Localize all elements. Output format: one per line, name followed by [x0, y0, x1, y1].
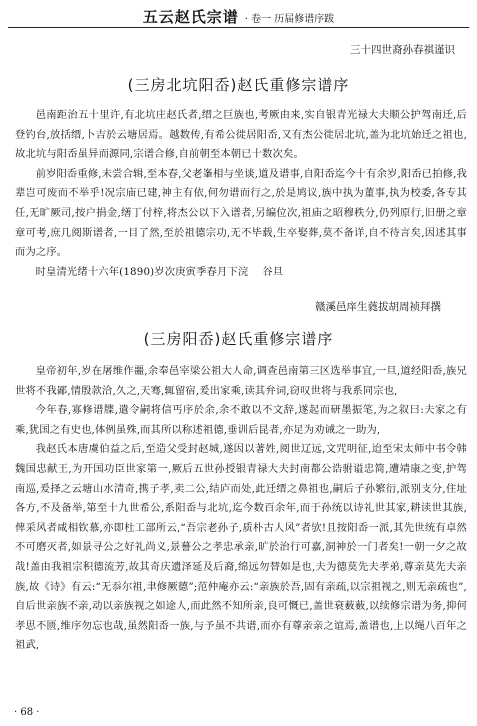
page-header: [0, 0, 477, 30]
header-title: [143, 6, 335, 27]
paragraph: 前岁阳岙重修,未尝合辑,至本春,父老峯相与坐谈,道及谱事,自阳岙迄今十有余岁,阳岙已拍修,我辈岂可废而不举乎!况宗庙已建,神主有依,何勿谱而行之,於是鸠议,族中执为董事,执为校委,各专其任,无旷厥司,按户捐金,缮丁付梓,将杰公以下入谱者,另编位次,祖庙之昭穆秩分,仍列原行,旧册之章章可考,庶几阅斯谱者,一目了然,至於祖德宗功,无不毕载,生卒娶葬,莫不备详,自不待言矣,因述其事而为之序。: [15, 167, 467, 259]
header-rule: [8, 27, 469, 28]
genealogy-title: 五云赵氏宗谱: [142, 8, 239, 26]
signature: 赣溪邑庠生蕤拔胡周祯拜撰: [315, 301, 441, 313]
section-body-beikeng: [15, 106, 467, 282]
page-number: · 68 ·: [14, 707, 40, 718]
date-line: [15, 263, 467, 283]
paragraph: 皇帝初年,岁在屠维作噩,余奉邑宰梁公祖大人命,调查邑南第三区选举事宜,一旦,道经阳岙,族兄世将不我鄙,情殷款洽,久之,天骞,辄留宿,爰出家乘,读其弁词,窃叹世将与我系同宗也,: [15, 365, 467, 397]
date-text: 时皇清光绪十六年(1890)岁次庚寅季春月下浣: [35, 265, 249, 278]
date-place: 谷旦: [262, 265, 284, 278]
section-title-beikeng: (三房北坑阳岙)赵氏重修宗谱序: [127, 76, 350, 94]
section-title-yangao: (三房阳岙)赵氏重修宗谱序: [143, 330, 334, 348]
paragraph: 邑南距治五十里许,有北坑庄赵氏者,缙之巨族也,考厥由来,实自银青光禄大夫顺公护驾南迁,后登钓台,放括缙,卜吉於云塘居焉。越数传,有希公徙居阳岙,又有杰公徙居北坑,盖为北坑始迁之祖也,故北坑与阳岙虽异而源同,宗谱合修,自前朝至本朝已十数次矣。: [15, 109, 467, 161]
section-body-yangao: [15, 362, 467, 656]
author-line: 三十四世裔孙春祺谨识: [350, 44, 455, 56]
header-subtitle: · 卷一 历届修谱序跋: [244, 14, 335, 25]
paragraph: 我赵氏本唐虞伯益之后,至造父受封赵城,遂因以著姓,阅世辽远,文咒明征,迨至宋太师中书令韩魏国忠献王,为开国功臣世家第一,厥后五世孙授银青禄大夫封南都公诰驸谥忠简,遭靖康之变,护驾南巡,爰择之云塘山水清奇,携子孝,卖二公,结庐而处,此迁缙之鼻祖也,嗣后子孙繁衍,派别支分,住址各方,不及备举,第至十九世希公,系阳岙与北坑,迄今数百余年,而于孙统以诗礼世其家,耕读世其族,俾采风者咸相钦慕,亦即杜工部所云,“吾宗老孙子,质朴古人风”者欤!且按阳岙一派,其先世统有卓然不可磨灭者,如景寻公之好礼尚义,景謩公之孝忠承亲,旷於治行可嘉,洞神於一门者矣!一朝一夕之故哉!盖由我祖宗积德流芳,故其奇庆遗泽延及后裔,绵远勿替如是也,夫为德莫先夫孝弟,尊亲莫先夫亲族,故《诗》有云:“无忝尔祖,聿修厥德”;范仲庵亦云:“亲族於吾,固有亲疏,以宗祖视之,则无亲疏也”,自后世亲族不亲,动以亲族视之如途人,而此然不知所亲,良可慨已,盖世衰薮薮,以续修宗谱为务,抑何孝思不匮,维序勿忘也哉,虽然阳岙一族,与予虽不共谱,而亦有尊亲亲之谊焉,盖谱也,上以绳八百年之祖武,: [15, 443, 467, 652]
paragraph: 今年春,寡修谱牒,遣令嗣将信丐序於余,余不敢以不文辞,遂起而研墨振笔,为之叙曰:夫家之有乘,犹国之有史也,体例虽殊,而其所以称述祖德,垂训后昆者,亦足为劝诫之一助为,: [15, 404, 467, 436]
